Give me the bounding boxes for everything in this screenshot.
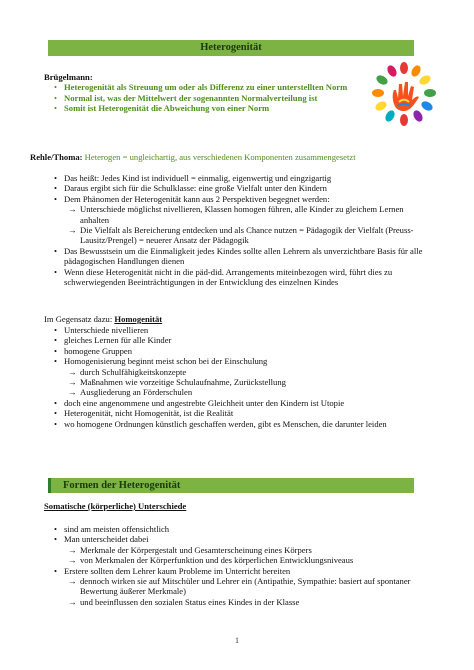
list-item-text: sind am meisten offensichtlich [64,524,170,534]
list-item-text: Dem Phänomen der Heterogenität kann aus 2 Perspektiven begegnet werden: [64,193,330,204]
list-item-text: Ausgliederung an Förderschulen [80,387,193,398]
bullet-marker: • [54,173,58,183]
list-item [44,183,424,193]
list-item [44,325,424,335]
bullet-marker: • [54,266,58,277]
list-item-text: Unterschiede möglichst nivellieren, Klassen homogen führen, alle Kinder zu gleichem Lernen anhalten [80,204,404,225]
arrow-marker: → [68,555,77,566]
list-item-text: Die Vielfalt als Bereicherung entdecken und als Chance nutzen = Pädagogik der Vielfalt (Preuss-Lausitz/Prengel) = neuerer Ansatz der Pädagogik [80,225,414,246]
list-item [44,419,424,429]
list-item [44,173,424,183]
contrast-line [44,314,424,324]
list-item-text: und beeinflussen den sozialen Status eines Kindes in der Klasse [80,596,300,607]
list-item [44,267,424,288]
homogeneity-list [44,325,424,429]
bruegelmann-list [44,82,369,113]
arrow-marker: → [68,204,77,215]
contrast-term: Homogenität [114,314,163,324]
list-item [44,545,424,555]
list-item [44,82,369,92]
list-item-text: homogene Gruppen [64,345,133,356]
list-item [44,93,369,103]
bullet-marker: • [54,325,58,335]
list-item-text: Merkmale der Körpergestalt und Gesamterscheinung eines Körpers [80,544,312,555]
list-item-text: Das heißt: Jedes Kind ist individuell = einmalig, eigenwertig und eingzigartig [64,173,332,183]
bruegelmann-heading: Brügelmann: [44,72,93,82]
bullet-marker: • [54,345,58,356]
section-subheading-wrap [44,501,424,511]
list-item-text: gleiches Lernen für alle Kinder [64,335,172,346]
bullet-marker: • [54,565,58,576]
colorful-hands-icon [372,62,436,126]
list-item-text: durch Schulfähigkeitskonzepte [80,366,187,377]
arrow-marker: → [68,225,77,236]
arrow-marker: → [68,387,77,398]
bullet-marker: • [54,534,58,545]
section-band [48,478,414,493]
list-item-text: Heterogenität als Streuung um oder als Differenz zu einer unterstellten Norm [64,82,348,93]
bullet-marker: • [54,82,58,93]
contrast-prefix: Im Gegensatz dazu: [44,314,115,324]
list-item-text: Daraus ergibt sich für die Schulklasse: eine große Vielfalt unter den Kindern [64,183,327,194]
list-item-text: Heterogenität, nicht Homogenität, ist die Realität [64,408,234,419]
list-item [44,103,369,113]
arrow-marker: → [68,366,77,377]
list-item [44,204,424,225]
arrow-marker: → [68,576,77,587]
list-item [44,346,424,356]
list-item [44,576,424,597]
list-item-text: von Merkmalen der Körperfunktion und des körperlichen Entwicklungsniveaus [80,555,354,566]
bullet-marker: • [54,245,58,256]
list-item-text: doch eine angenommene und angestrebte Gleichheit unter den Kindern ist Utopie [64,397,345,408]
list-item [44,367,424,377]
list-item [44,566,424,576]
rehle-label: Rehle/Thoma: [30,152,83,162]
arrow-marker: → [68,596,77,607]
list-item-text: Man unterscheidet dabei [64,534,149,545]
list-item [44,534,424,544]
list-item [44,597,424,607]
list-item [44,555,424,565]
bruegelmann-section [44,72,369,114]
bullet-marker: • [54,397,58,408]
bullet-marker: • [54,524,58,534]
bullet-marker: • [54,183,58,194]
page-title: Heterogenität [200,42,262,53]
list-item [44,387,424,397]
list-item [44,246,424,267]
list-item [44,524,424,534]
list-item-text: dennoch wirken sie auf Mitschüler und Lehrer ein (Antipathie, Sympathie: basiert auf spontaner Bewertung äußerer Merkmale) [80,576,411,597]
title-band [48,40,414,56]
list-item-text: Maßnahmen wie vorzeitige Schulaufnahme, Zurückstellung [80,377,286,388]
page-number: 1 [235,636,239,645]
rehle-definition [30,152,430,162]
bullet-marker: • [54,335,58,346]
bullet-marker: • [54,103,58,114]
section-title: Formen der Heterogenität [63,480,181,491]
arrow-marker: → [68,377,77,388]
bullet-marker: • [54,408,58,419]
list-item-text: Normal ist, was der Mittelwert der sogenannten Normalverteilung ist [64,92,318,103]
list-item [44,398,424,408]
heterogeneity-list [44,173,424,287]
bullet-marker: • [54,418,58,429]
list-item [44,377,424,387]
list-item [44,225,424,246]
section-subheading: Somatische (körperliche) Unterschiede [44,501,187,511]
bullet-marker: • [54,193,58,204]
list-item [44,194,424,204]
bullet-marker: • [54,356,58,367]
list-item [44,356,424,366]
list-item-text: wo homogene Ordnungen künstlich geschaffen werden, gibt es Menschen, die darunter leiden [64,418,387,429]
list-item-text: Wenn diese Heterogenität nicht in die päd-did. Arrangements miteinbezogen wird, führt dies zu schwerwiegenden Beeinträchtigungen in der Entwicklung des einzelnen Kindes [64,266,393,288]
list-item-text: Somit ist Heterogenität die Abweichung von einer Norm [64,103,270,114]
list-item [44,408,424,418]
bullet-marker: • [54,92,58,103]
arrow-marker: → [68,544,77,555]
somatic-list [44,524,424,607]
list-item-text: Das Bewusstsein um die Einmaligkeit jedes Kindes sollte allen Lehrern als unverzichtbare Basis für alle pädagogischen Handlungen dienen [64,245,423,267]
rehle-definition-text: Heterogen = ungleichartig, aus verschiedenen Komponenten zusammengesetzt [84,152,356,162]
list-item [44,335,424,345]
list-item-text: Erstere sollten dem Lehrer kaum Probleme im Unterricht bereiten [64,565,291,576]
list-item-text: Unterschiede nivellieren [64,325,149,335]
list-item-text: Homogenisierung beginnt meist schon bei der Einschulung [64,356,268,367]
